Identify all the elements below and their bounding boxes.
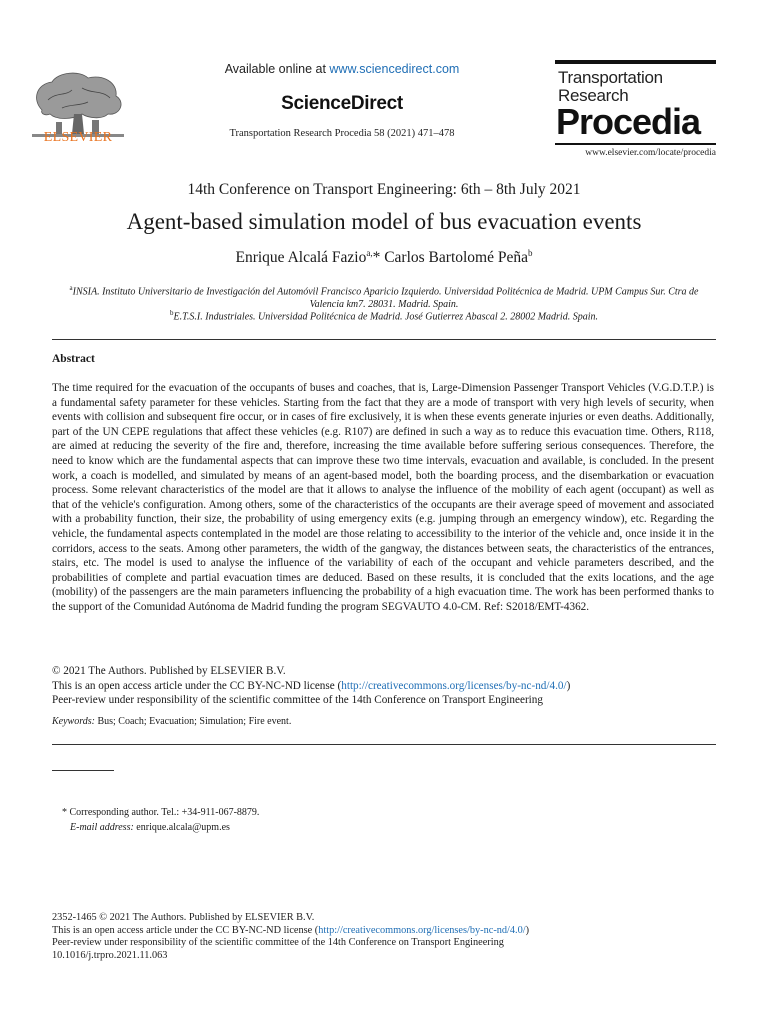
author-1-affil-mark: a, (366, 248, 373, 258)
conference-name: 14th Conference on Transport Engineering: 6th – 8th July 2021 (187, 181, 581, 198)
license-link[interactable]: http://creativecommons.org/licenses/by-nc-nd/4.0/ (341, 679, 567, 692)
footer-license-line (52, 925, 716, 938)
journal-logo-name: Procedia (556, 101, 701, 142)
journal-logo-line2: Research (558, 86, 629, 105)
author-1: Enrique Alcalá Fazio (235, 249, 367, 267)
affiliation-b (60, 307, 708, 323)
journal-citation: Transportation Research Procedia 58 (2021) 471–478 (229, 128, 455, 139)
peer-review-line: Peer-review under responsibility of the scientific committee of the 14th Conference on Transport Engineering (52, 694, 543, 707)
abstract-body: The time required for the evacuation of the occupants of buses and coaches, that is, Large-Dimension Passenger Transport Vehicles (V.G.D.T.P.) is a fundamental safety parameter for these vehicles. Starting from the fact that they are a mode of transport with very high levels of security, when events with collision and subsequent fire occur, or in cases of fire exclusively, it is when these events generate injuries or even deaths. Additionally, part of the UN CEPE regulations that affect these vehicles (e.g. R107) are defined in such a way as to reduce this evacuation time. Others, R118, are aimed at reducing the severity of the fire and, therefore, increasing the time available before suffering serious consequences. Therefore, the need to know which are the fundamental aspects that can improve these two time intervals, evacuation and available, is concluded. In the present work, a coach is modelled, and simulated by means of an agent-based model, both the boarding process, and the disembarkation or evacuation process. Some relevant characteristics of the model are that it allows to analyse the influence of the mobility of each agent (occupant) as well as that of the vehicle's configuration. Among others, some of the characteristics of the occupants are their average speed of movement and associated with a probability function, their size, the probability of using emergency exits (e.g. jumping through an emergency window), etc. Regarding the vehicle, the fundamental aspects contemplated in the model are those relating to accessibility to the interior of the vehicle and, once inside it in the corridors, access to the seats. Among other parameters, the width of the gangway, the distances between seats, the characteristics of the entrances, stairs, etc. The model is used to analyse the influence of the variability of each of the occupant and vehicle parameters described, and the probabilities of complete and partial evacuation times are deduced. Based on these results, it is concluded that the exits locations, and the age (mobility) of the passengers are the main parameters influencing the probability of a high evacuation time. The work has been performed thanks to the support of the Comunidad Autónoma de Madrid funding the program SEGVAUTO 4.0-CM. Ref: S2018/EMT-4362. (52, 382, 714, 613)
elsevier-wordmark: ELSEVIER (43, 130, 113, 145)
keywords-label: Keywords: (52, 716, 95, 727)
footer-license-link[interactable]: http://creativecommons.org/licenses/by-nc-nd/4.0/ (318, 924, 526, 936)
keywords-text: Bus; Coach; Evacuation; Simulation; Fire event. (94, 716, 292, 727)
sciencedirect-brand: ScienceDirect (281, 93, 403, 114)
footer-license-suffix: ) (525, 924, 530, 936)
license-suffix: ) (566, 679, 571, 692)
abstract-bottom-rule (52, 744, 716, 745)
author-list (0, 248, 768, 267)
corresponding-star: * (372, 249, 381, 267)
license-line (52, 679, 714, 694)
page-footer (52, 912, 716, 962)
affiliation-a-text: INSIA. Instituto Universitario de Investigación del Automóvil Francisco Aparicio Izquierdo. Universidad Politécnica de Madrid. UPM Campus Sur. Ctra de Valencia km7. 28031. Madrid. Spain. (72, 286, 699, 311)
copyright-line: © 2021 The Authors. Published by ELSEVIER B.V. (52, 665, 286, 677)
journal-logo-line1: Transportation (558, 68, 663, 87)
email-address[interactable]: enrique.alcala@upm.es (133, 822, 230, 833)
email-label: E-mail address: (70, 822, 134, 833)
paper-title: Agent-based simulation model of bus evacuation events (126, 209, 642, 234)
footer-doi[interactable]: 10.1016/j.trpro.2021.11.063 (52, 949, 168, 961)
copyright-block (52, 664, 714, 708)
footnote-rule (52, 770, 114, 771)
keywords (52, 716, 714, 727)
affiliation-b-mark: b (170, 309, 174, 317)
sciencedirect-link[interactable]: www.sciencedirect.com (329, 62, 460, 76)
available-online-line (150, 62, 534, 76)
journal-logo-top-rule (555, 60, 716, 64)
author-2-affil-mark: b (528, 248, 533, 258)
journal-url[interactable]: www.elsevier.com/locate/procedia (585, 148, 716, 158)
abstract-heading: Abstract (52, 353, 95, 365)
footer-license-prefix: This is an open access article under the CC BY-NC-ND license ( (52, 924, 319, 936)
footer-peer-review-line: Peer-review under responsibility of the scientific committee of the 14th Conference on Transport Engineering (52, 937, 504, 948)
abstract-top-rule (52, 339, 716, 340)
journal-logo-bottom-rule (555, 143, 716, 145)
license-prefix: This is an open access article under the CC BY-NC-ND license ( (52, 679, 342, 692)
affiliation-a-mark: a (69, 284, 73, 292)
affiliation-b-text: E.T.S.I. Industriales. Universidad Politécnica de Madrid. José Gutierrez Abascal 2. 28002 Madrid. Spain. (173, 311, 598, 323)
footer-issn-line: 2352-1465 © 2021 The Authors. Published by ELSEVIER B.V. (52, 912, 315, 923)
email-line (70, 822, 230, 833)
corresponding-author-note: * Corresponding author. Tel.: +34-911-067-8879. (62, 807, 260, 818)
available-online-prefix: Available online at (224, 62, 330, 76)
author-2: Carlos Bartolomé Peña (380, 249, 528, 267)
